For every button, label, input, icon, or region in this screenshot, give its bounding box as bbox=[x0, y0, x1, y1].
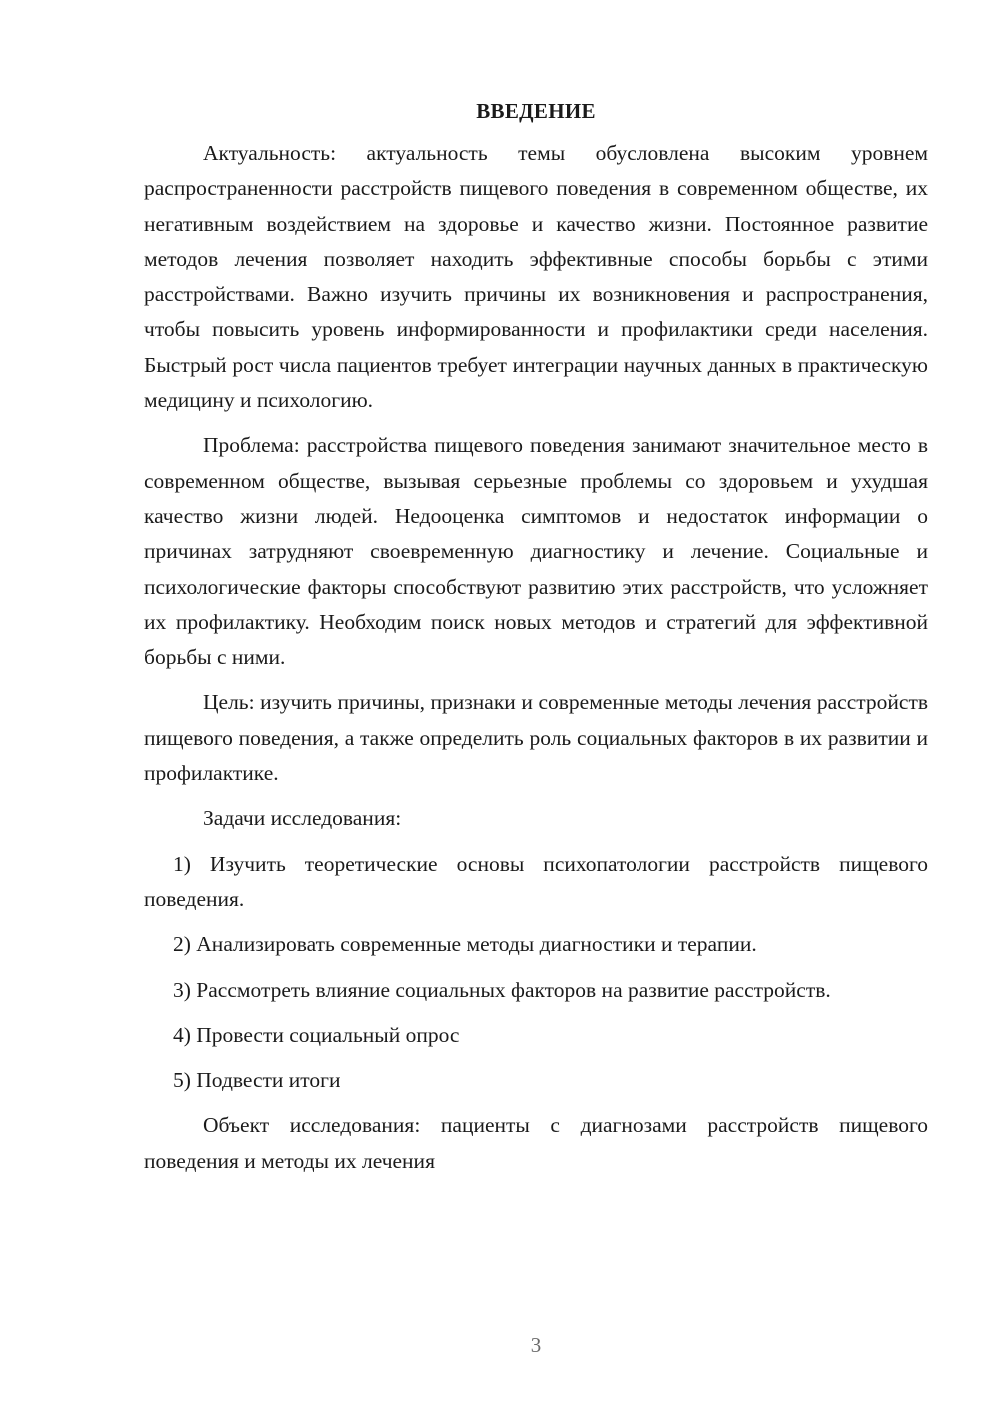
task-item-1: 1) Изучить теоретические основы психопатологии расстройств пищевого поведения. bbox=[144, 851, 928, 911]
page-number: 3 bbox=[530, 1333, 542, 1357]
page-content bbox=[144, 96, 928, 1189]
tasks-intro: Задачи исследования: bbox=[203, 806, 402, 831]
task-item-4: 4) Провести социальный опрос bbox=[173, 1022, 460, 1047]
relevance-paragraph: Актуальность: актуальность темы обусловлена высоким уровнем распространенности расстройств пищевого поведения в современном обществе, их негативным воздействием на здоровье и качество жизни. Постоянное развитие методов лечения позволяет находить эффективные способы борьбы с этими расстройствами. Важно изучить причины их возникновения и распространения, чтобы повысить уровень информированности и профилактики среди населения. Быстрый рост числа пациентов требует интеграции научных данных в практическую медицину и психологию. bbox=[144, 141, 928, 413]
object-paragraph: Объект исследования: пациенты с диагнозами расстройств пищевого поведения и методы их лечения bbox=[144, 1113, 928, 1173]
section-heading: ВВЕДЕНИЕ bbox=[476, 99, 596, 123]
problem-paragraph: Проблема: расстройства пищевого поведения занимают значительное место в современном обществе, вызывая серьезные проблемы со здоровьем и ухудшая качество жизни людей. Недооценка симптомов и недостаток информации о причинах затрудняют своевременную диагностику и лечение. Социальные и психологические факторы способствуют развитию этих расстройств, что усложняет их профилактику. Необходим поиск новых методов и стратегий для эффективной борьбы с ними. bbox=[144, 433, 928, 670]
task-item-3: 3) Рассмотреть влияние социальных факторов на развитие расстройств. bbox=[173, 977, 831, 1002]
task-item-5: 5) Подвести итоги bbox=[173, 1068, 341, 1093]
goal-paragraph: Цель: изучить причины, признаки и современные методы лечения расстройств пищевого поведения, а также определить роль социальных факторов в их развитии и профилактике. bbox=[144, 690, 928, 786]
task-item-2: 2) Анализировать современные методы диагностики и терапии. bbox=[173, 932, 757, 957]
